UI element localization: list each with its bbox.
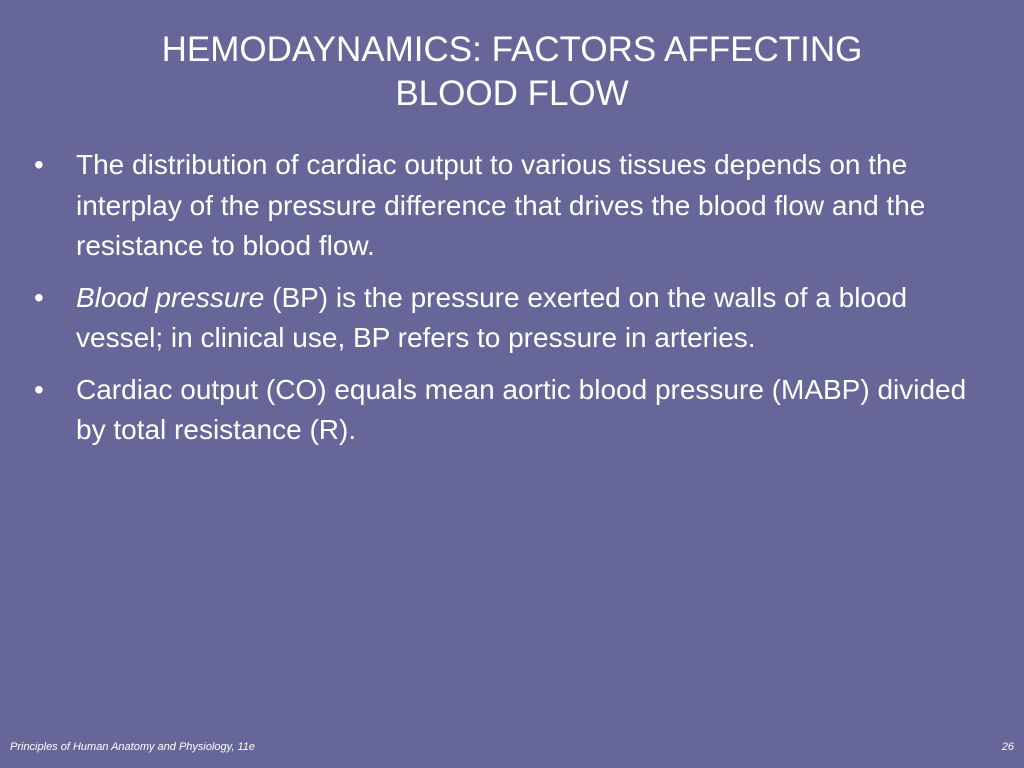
bullet-text: Cardiac output (CO) equals mean aortic blood pressure (MABP) divided by total resistance (R). [76, 373, 967, 445]
bullet-marker: • [34, 373, 44, 405]
slide-title-line-2: BLOOD FLOW [395, 74, 629, 113]
bullet-italic-term: Blood pressure [76, 281, 265, 313]
bullet-item [30, 278, 1000, 359]
slide-title-line-1: HEMODAYNAMICS: FACTORS AFFECTING [161, 30, 863, 69]
bullet-item [30, 145, 1000, 267]
bullet-list [30, 145, 1000, 462]
bullet-item [30, 370, 1000, 451]
footer-source: Principles of Human Anatomy and Physiology, 11e [10, 741, 255, 753]
slide-title [60, 28, 964, 116]
bullet-marker: • [34, 149, 44, 180]
bullet-text: The distribution of cardiac output to various tissues depends on the interplay of the pressure difference that drives the blood flow and the resistance to blood flow. [76, 149, 926, 261]
bullet-marker: • [34, 281, 44, 313]
bullet-text: (BP) is the pressure exerted on the walls of a blood vessel; in clinical use, BP refers to pressure in arteries. [76, 281, 908, 353]
page-number: 26 [1001, 741, 1014, 753]
